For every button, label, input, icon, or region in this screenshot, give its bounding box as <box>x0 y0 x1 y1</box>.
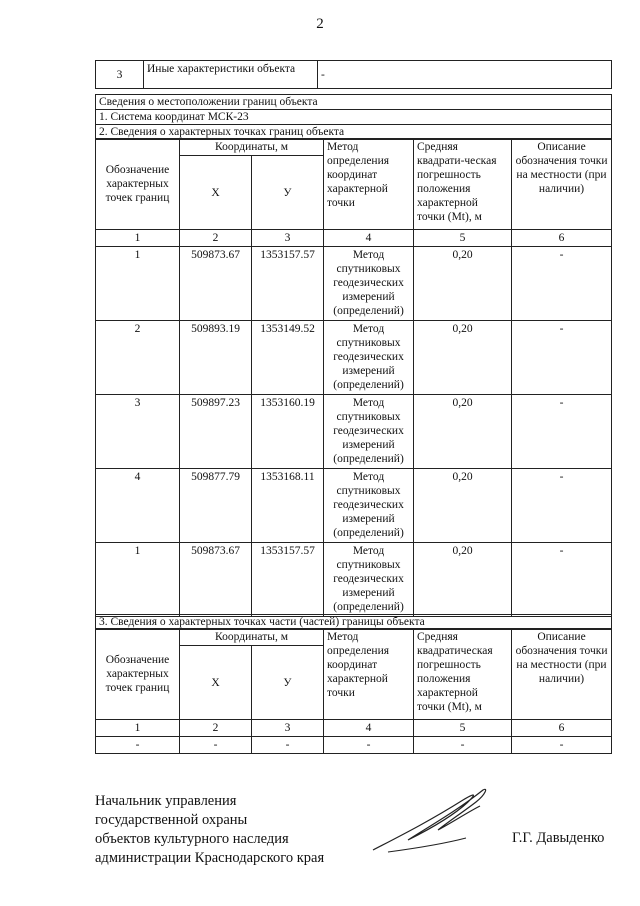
characteristics-table <box>95 60 612 89</box>
header-method: Метод определения координат характерной точки <box>324 139 414 230</box>
row3-value: - <box>318 61 612 89</box>
table-row <box>96 737 612 754</box>
section3-title: 3. Сведения о характерных точках части (частей) границы объекта <box>96 615 612 630</box>
part-points-table <box>95 628 612 754</box>
part-cell: - <box>512 737 612 754</box>
column-numbers-row <box>96 720 612 737</box>
header-x: Х <box>180 156 252 230</box>
header-description: Описание обозначения точки на местности (при наличии) <box>512 629 612 720</box>
point-y: 1353168.11 <box>252 469 324 543</box>
point-description: - <box>512 395 612 469</box>
col-number: 3 <box>252 230 324 247</box>
col-number: 1 <box>96 230 180 247</box>
point-number: 3 <box>96 395 180 469</box>
point-method: Метод спутниковых геодезических измерений (определений) <box>324 321 414 395</box>
point-number: 1 <box>96 543 180 617</box>
header-designation: Обозначение характерных точек границ <box>96 139 180 230</box>
header-method: Метод определения координат характерной точки <box>324 629 414 720</box>
col-number: 2 <box>180 720 252 737</box>
table-row <box>96 247 612 321</box>
point-error: 0,20 <box>414 321 512 395</box>
point-y: 1353157.57 <box>252 247 324 321</box>
header-designation: Обозначение характерных точек границ <box>96 629 180 720</box>
point-x: 509873.67 <box>180 247 252 321</box>
section2-title: 2. Сведения о характерных точках границ объекта <box>96 125 612 140</box>
point-x: 509877.79 <box>180 469 252 543</box>
part-cell: - <box>252 737 324 754</box>
page-number: 2 <box>316 16 324 32</box>
signatory-title-line: объектов культурного наследия <box>95 831 289 847</box>
point-y: 1353157.57 <box>252 543 324 617</box>
col-number: 1 <box>96 720 180 737</box>
point-error: 0,20 <box>414 469 512 543</box>
table-row <box>96 321 612 395</box>
part-cell: - <box>414 737 512 754</box>
header-description: Описание обозначения точки на местности (при наличии) <box>512 139 612 230</box>
part-cell: - <box>324 737 414 754</box>
handwritten-signature <box>368 782 498 857</box>
signature-block <box>95 792 324 868</box>
point-x: 509873.67 <box>180 543 252 617</box>
signatory-title-line: государственной охраны <box>95 812 248 828</box>
signatory-title-line: администрации Краснодарского края <box>95 850 325 866</box>
table-row <box>96 469 612 543</box>
point-method: Метод спутниковых геодезических измерений (определений) <box>324 247 414 321</box>
signatory-title-line: Начальник управления <box>95 793 237 809</box>
header-y: У <box>252 646 324 720</box>
point-description: - <box>512 543 612 617</box>
location-sections <box>95 94 612 140</box>
coord-system: 1. Система координат МСК-23 <box>96 110 612 125</box>
point-method: Метод спутниковых геодезических измерений (определений) <box>324 469 414 543</box>
part-cell: - <box>96 737 180 754</box>
header-error: Средняя квадратическая погрешность положения характерной точки (Mt), м <box>414 629 512 720</box>
col-number: 6 <box>512 720 612 737</box>
table-row <box>96 543 612 617</box>
point-x: 509893.19 <box>180 321 252 395</box>
point-description: - <box>512 469 612 543</box>
point-description: - <box>512 321 612 395</box>
col-number: 4 <box>324 720 414 737</box>
header-coords: Координаты, м <box>180 139 324 156</box>
row3-number: 3 <box>96 61 144 89</box>
point-error: 0,20 <box>414 395 512 469</box>
location-title: Сведения о местоположении границ объекта <box>96 95 612 110</box>
point-method: Метод спутниковых геодезических измерений (определений) <box>324 543 414 617</box>
header-error: Средняя квадрати-ческая погрешность положения характерной точки (Mt), м <box>414 139 512 230</box>
point-number: 1 <box>96 247 180 321</box>
point-x: 509897.23 <box>180 395 252 469</box>
header-coords: Координаты, м <box>180 629 324 646</box>
column-numbers-row <box>96 230 612 247</box>
header-x: Х <box>180 646 252 720</box>
point-number: 4 <box>96 469 180 543</box>
boundary-points-table <box>95 138 612 617</box>
col-number: 5 <box>414 720 512 737</box>
point-y: 1353160.19 <box>252 395 324 469</box>
point-error: 0,20 <box>414 247 512 321</box>
point-method: Метод спутниковых геодезических измерений (определений) <box>324 395 414 469</box>
point-error: 0,20 <box>414 543 512 617</box>
col-number: 6 <box>512 230 612 247</box>
col-number: 5 <box>414 230 512 247</box>
point-description: - <box>512 247 612 321</box>
col-number: 4 <box>324 230 414 247</box>
row3-label: Иные характеристики объекта <box>144 61 318 89</box>
signatory-name: Г.Г. Давыденко <box>512 830 605 846</box>
point-number: 2 <box>96 321 180 395</box>
point-y: 1353149.52 <box>252 321 324 395</box>
part-cell: - <box>180 737 252 754</box>
table-row <box>96 395 612 469</box>
header-y: У <box>252 156 324 230</box>
col-number: 2 <box>180 230 252 247</box>
col-number: 3 <box>252 720 324 737</box>
